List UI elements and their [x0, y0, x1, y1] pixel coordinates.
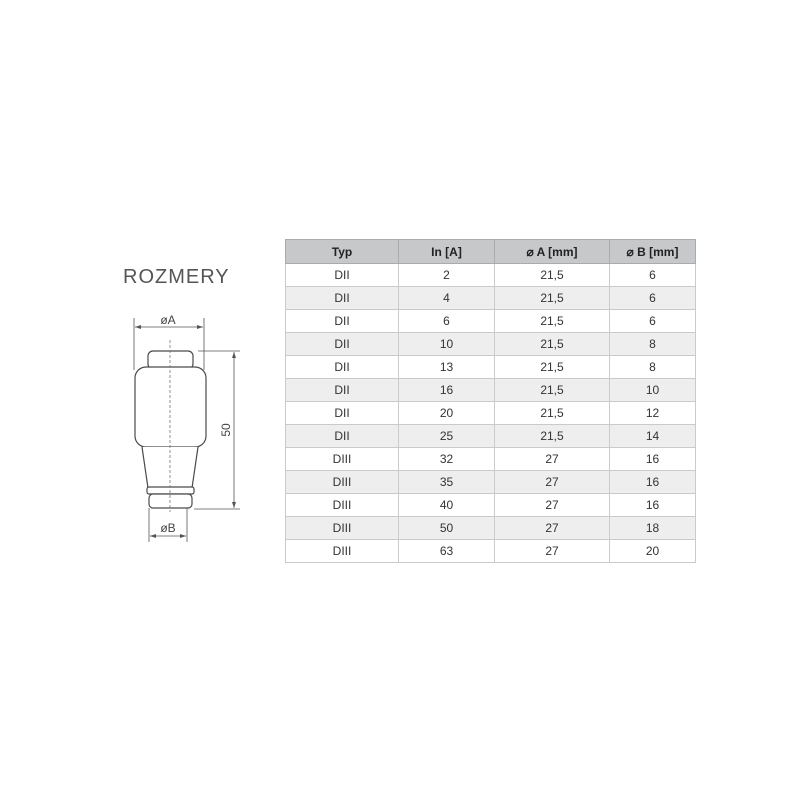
cell-typ: DIII	[286, 448, 399, 471]
cell-in: 16	[399, 379, 495, 402]
cell-in: 2	[399, 264, 495, 287]
header-in: In [A]	[399, 240, 495, 264]
cell-diameter-b: 16	[610, 494, 696, 517]
cell-diameter-a: 27	[495, 517, 610, 540]
dimensions-table	[285, 239, 696, 563]
table-row	[286, 287, 696, 310]
cell-in: 32	[399, 448, 495, 471]
cell-in: 13	[399, 356, 495, 379]
cell-typ: DII	[286, 264, 399, 287]
cell-diameter-a: 21,5	[495, 402, 610, 425]
table-header-row	[286, 240, 696, 264]
cell-diameter-a: 21,5	[495, 356, 610, 379]
table-row	[286, 402, 696, 425]
table-row	[286, 333, 696, 356]
cell-diameter-a: 21,5	[495, 425, 610, 448]
cell-typ: DII	[286, 333, 399, 356]
cell-diameter-a: 21,5	[495, 264, 610, 287]
table-row	[286, 448, 696, 471]
table-row	[286, 264, 696, 287]
fuse-dimension-drawing	[0, 0, 300, 560]
table-row	[286, 471, 696, 494]
cell-diameter-a: 27	[495, 540, 610, 563]
dim-a-label: øA	[160, 313, 176, 327]
cell-typ: DIII	[286, 471, 399, 494]
table-row	[286, 379, 696, 402]
fuse-contact	[149, 494, 192, 508]
page-title: ROZMERY	[123, 266, 230, 288]
cell-diameter-b: 20	[610, 540, 696, 563]
dim-height-label: 50	[219, 423, 233, 437]
cell-diameter-a: 27	[495, 494, 610, 517]
cell-in: 25	[399, 425, 495, 448]
cell-typ: DII	[286, 356, 399, 379]
dim-b-label: øB	[160, 521, 176, 535]
dim-a-arrow-right	[197, 325, 203, 329]
header-typ: Typ	[286, 240, 399, 264]
cell-in: 4	[399, 287, 495, 310]
cell-in: 10	[399, 333, 495, 356]
cell-diameter-b: 6	[610, 287, 696, 310]
table-row	[286, 425, 696, 448]
cell-typ: DII	[286, 287, 399, 310]
cell-in: 20	[399, 402, 495, 425]
cell-diameter-b: 18	[610, 517, 696, 540]
fuse-ring	[147, 487, 194, 494]
cell-in: 40	[399, 494, 495, 517]
dim-h-arrow-top	[232, 352, 236, 358]
header-diameter-b: ⌀ B [mm]	[610, 240, 696, 264]
cell-diameter-b: 16	[610, 471, 696, 494]
fuse-cap	[148, 351, 193, 369]
cell-typ: DII	[286, 402, 399, 425]
cell-diameter-b: 8	[610, 356, 696, 379]
cell-typ: DII	[286, 310, 399, 333]
cell-diameter-b: 10	[610, 379, 696, 402]
fuse-body	[135, 367, 206, 447]
cell-diameter-a: 21,5	[495, 287, 610, 310]
header-diameter-a: ⌀ A [mm]	[495, 240, 610, 264]
cell-diameter-a: 21,5	[495, 379, 610, 402]
cell-in: 50	[399, 517, 495, 540]
table-row	[286, 540, 696, 563]
table-row	[286, 310, 696, 333]
cell-diameter-a: 27	[495, 448, 610, 471]
table-row	[286, 494, 696, 517]
cell-diameter-a: 21,5	[495, 310, 610, 333]
cell-diameter-b: 6	[610, 264, 696, 287]
dim-a-arrow-left	[135, 325, 141, 329]
cell-diameter-a: 27	[495, 471, 610, 494]
table-row	[286, 356, 696, 379]
cell-in: 6	[399, 310, 495, 333]
dim-h-arrow-bottom	[232, 502, 236, 508]
cell-diameter-a: 21,5	[495, 333, 610, 356]
cell-typ: DIII	[286, 517, 399, 540]
cell-diameter-b: 6	[610, 310, 696, 333]
cell-typ: DIII	[286, 494, 399, 517]
cell-diameter-b: 12	[610, 402, 696, 425]
table-row	[286, 517, 696, 540]
cell-in: 35	[399, 471, 495, 494]
dim-b-arrow-left	[150, 534, 156, 538]
dim-b-arrow-right	[180, 534, 186, 538]
cell-typ: DIII	[286, 540, 399, 563]
cell-diameter-b: 16	[610, 448, 696, 471]
cell-in: 63	[399, 540, 495, 563]
cell-diameter-b: 14	[610, 425, 696, 448]
cell-typ: DII	[286, 379, 399, 402]
cell-diameter-b: 8	[610, 333, 696, 356]
cell-typ: DII	[286, 425, 399, 448]
